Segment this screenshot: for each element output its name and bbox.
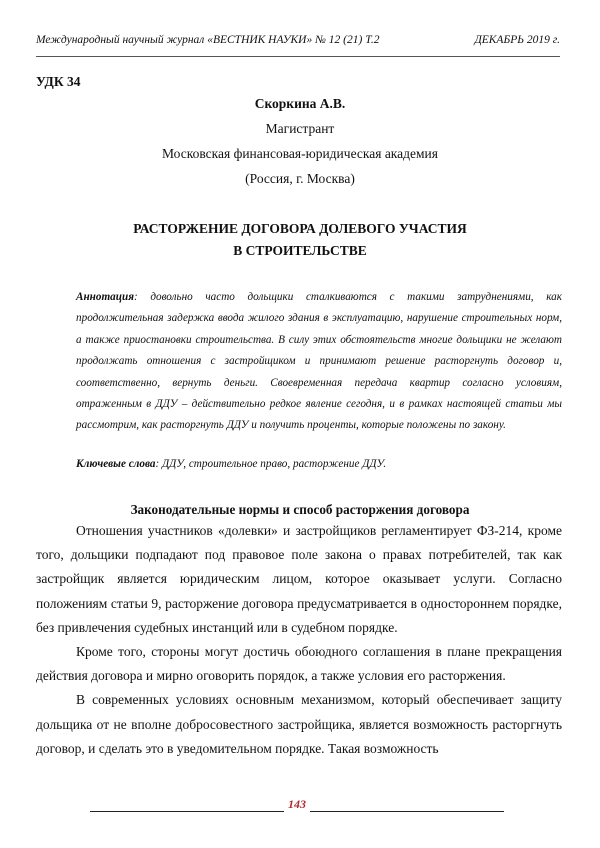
journal-name: Международный научный журнал «ВЕСТНИК НАУКИ» № 12 (21) Т.2 bbox=[36, 34, 380, 46]
author-location: (Россия, г. Москва) bbox=[245, 171, 355, 186]
section-title: Законодательные нормы и способ расторжения договора bbox=[130, 502, 470, 517]
author-position: Магистрант bbox=[265, 121, 335, 136]
issue-date: ДЕКАБРЬ 2019 г. bbox=[474, 34, 560, 46]
abstract-text: : довольно часто дольщики сталкиваются с такими затруднениями, как продолжительная задержка ввода жилого здания в эксплуатацию, нарушение строительных норм, а также приостановки строительства. В силу этих обстоятельств многие дольщики не желают продолжать отношения с застройщиком и принимают решение расторгнуть договор и, соответственно, вернуть деньги. Своевременная передача квартир согласно условиям, отраженным в ДДУ – действительно редкое явление сегодня, и в рамках настоящей статьи мы рассмотрим, как расторгнуть ДДУ и получить проценты, которые положены по закону. bbox=[76, 291, 562, 432]
abstract bbox=[76, 287, 562, 437]
article-title-line-1: РАСТОРЖЕНИЕ ДОГОВОРА ДОЛЕВОГО УЧАСТИЯ bbox=[133, 221, 467, 236]
footer-rule-left bbox=[90, 801, 284, 812]
author-name: Скоркина А.В. bbox=[254, 96, 346, 111]
page-number: 143 bbox=[288, 797, 306, 811]
author-organization: Московская финансовая-юридическая академия bbox=[161, 146, 438, 161]
abstract-label: Аннотация bbox=[76, 291, 134, 303]
paragraph: Отношения участников «долевки» и застройщиков регламентирует ФЗ-214, кроме того, дольщики подпадают под правовое поле закона о правах потребителей, так как застройщик является юридическим лицом, которое оказывает услуги. Согласно положениям статьи 9, расторжение договора предусматривается в одностороннем порядке, без привлечения судебных инстанций или в судебном порядке. bbox=[36, 523, 562, 635]
keywords bbox=[76, 458, 562, 470]
article-title-line-2: В СТРОИТЕЛЬСТВЕ bbox=[233, 243, 367, 258]
page-footer bbox=[90, 797, 504, 812]
udk-code: УДК 34 bbox=[36, 74, 81, 89]
article-title bbox=[0, 218, 600, 262]
footer-rule-right bbox=[310, 801, 504, 812]
keywords-label: Ключевые слова bbox=[76, 458, 156, 470]
body-text bbox=[36, 519, 562, 761]
paragraph: В современных условиях основным механизмом, который обеспечивает защиту дольщика от не вполне добросовестного застройщика, является возможность расторгнуть договор, и сделать это в уведомительном порядке. Такая возможность bbox=[36, 692, 562, 756]
paragraph: Кроме того, стороны могут достичь обоюдного соглашения в плане прекращения действия договора и мирно оговорить порядок, а также условия его расторжения. bbox=[36, 644, 562, 684]
running-header bbox=[36, 34, 560, 57]
keywords-text: : ДДУ, строительное право, расторжение ДДУ. bbox=[155, 458, 387, 470]
